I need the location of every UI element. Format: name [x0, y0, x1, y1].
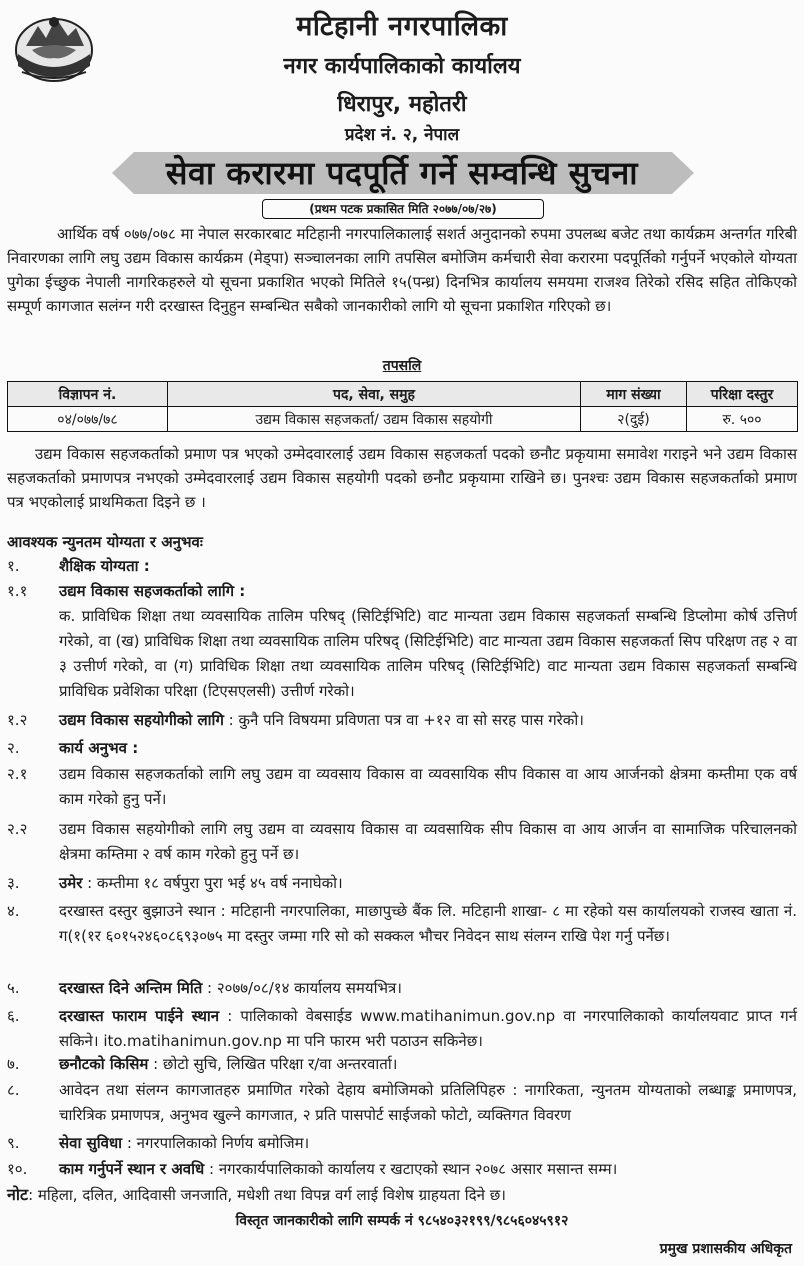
- selection-paragraph: उद्यम विकास सहजकर्ताको प्रमाण पत्र भएको उम्मेदवारलाई उद्यम विकास सहजकर्ता पदको छनौट प्रकृयामा समावेश गराइने भने उद्यम विकास सहजकर्ताको प्रमाणपत्र नभएको उम्मेदवारलाई उद्यम विकास सहयोगी पदको छनौट प्रकृयामा राखिने छ। पुनश्चः उद्यम विकास सहजकर्ताको प्रमाण पत्र भएकोलाई प्राथमिकता दिइने छ ।: [7, 445, 797, 511]
- table-header: परिक्षा दस्तुर: [687, 382, 798, 407]
- item-text: : कुनै पनि विषयमा प्रविणता पत्र वा +१२ वा सो सरह पास गरेको।: [223, 711, 584, 729]
- item-text: : नगरकार्यपालिकाको कार्यालय र खटाएको स्थान २०७८ असार मसान्त सम्म।: [204, 1160, 618, 1178]
- item-text: आवेदन तथा संलग्न कागजातहरु प्रमाणित गरेको देहाय बमोजिमको प्रतिलिपिहरु : नागरिकता, न्युनतम योग्यताको लब्धाङ्क प्रमाणपत्र, चारित्रिक प्रमाणपत्र, अनुभव खुल्ने कागजात, २ प्रति पासपोर्ट साईजको फोटो, व्यक्तिगत विवरण: [59, 1081, 797, 1124]
- item-number: ४.: [7, 902, 20, 920]
- item-text: : पालिकाको वेबसाईड www.matihanimun.gov.np वा नगरपालिकाको कार्यालयवाट प्राप्त गर्न सकिने। ito.matihanimun.gov.np मा पनि फारम भरी पठाउन सकिनेछ।: [59, 1007, 797, 1050]
- table-header: पद, सेवा, समुह: [168, 382, 581, 407]
- item-number: ९.: [7, 1134, 20, 1152]
- item-text: : छोटो सुचि, लिखित परिक्षा र/वा अन्तरवार्ता।: [148, 1055, 398, 1073]
- item-number: ६.: [7, 1007, 20, 1025]
- item-label: कार्य अनुभव :: [59, 739, 139, 757]
- item-label: सेवा सुविधा: [59, 1134, 123, 1152]
- vacancy-table: [7, 381, 798, 432]
- schedule-caption: तपसलि: [382, 358, 422, 374]
- section-title: आवश्यक न्युनतम योग्यता र अनुभवः: [7, 533, 203, 551]
- table-row: [8, 407, 798, 432]
- table-cell: उद्यम विकास सहजकर्ता/ उद्यम विकास सहयोगी: [168, 407, 581, 432]
- note: [7, 1183, 797, 1207]
- item-text: : कम्तीमा १८ वर्षपुरा पुरा भई ४५ वर्ष ननाघेको।: [82, 874, 343, 892]
- table-cell: रु. ५००: [687, 407, 798, 432]
- note-text: : महिला, दलित, आदिवासी जनजाति, मधेशी तथा विपन्न वर्ग लाई विशेष ग्राहयता दिने छ।: [28, 1186, 506, 1204]
- table-header-row: [8, 382, 798, 407]
- item-label: उमेर: [59, 874, 83, 892]
- item-number: १.: [7, 557, 20, 575]
- item-number: २.२: [7, 820, 28, 838]
- table-header: माग संख्या: [581, 382, 687, 407]
- item-number: ८.: [7, 1081, 20, 1099]
- item-label: शैक्षिक योग्यता :: [59, 557, 150, 575]
- item-label: काम गर्नुपर्ने स्थान र अवधि: [59, 1160, 205, 1178]
- notice-title: सेवा करारमा पदपूर्ति गर्ने सम्वन्धि सुचना: [165, 154, 639, 192]
- item-number: ५.: [7, 979, 20, 997]
- item-label: छनौटको किसिम: [59, 1055, 149, 1073]
- item-number: १.१: [7, 582, 28, 600]
- note-label: नोट: [7, 1185, 29, 1204]
- municipality-name: मटिहानी नगरपालिका: [296, 11, 508, 42]
- item-number: ७.: [7, 1055, 20, 1073]
- item-text: उद्यम विकास सहजकर्ताको लागि लघु उद्यम वा व्यवसाय विकास वा व्यवसायिक सीप विकास वा आय आर्जनको क्षेत्रमा कम्तीमा एक वर्ष काम गरेको हुनु पर्ने।: [59, 765, 797, 808]
- item-text: दरखास्त दस्तुर बुझाउने स्थान : मटिहानी नगरपालिका, माछापुच्छे बैंक लि. मटिहानी शाखा- ८ मा रहेको यस कार्यालयको राजस्व खाता नं. ग(१(१र ६०१५२४६०८६९३०७५ मा दस्तुर जम्मा गरि सो को सक्कल भौचर निवेदन साथ संलग्न राखि पेश गर्नु पर्नेछ।: [59, 902, 797, 945]
- item-number: १.२: [7, 711, 28, 729]
- office-address: धिरापुर, महोतरी: [337, 92, 467, 117]
- table-header: विज्ञापन नं.: [8, 382, 168, 407]
- item-label: दरखास्त फाराम पाईने स्थान: [59, 1007, 220, 1025]
- intro-paragraph: आर्थिक वर्ष ०७७/०७८ मा नेपाल सरकारबाट मटिहानी नगरपालिकालाई सशर्त अनुदानको रुपमा उपलब्ध बजेट तथा कार्यक्रम अन्तर्गत गरिबी निवारणका लागि लघु उद्यम विकास कार्यक्रम (मेड्पा) सञ्चालनका लागि तपसिल बमोजिम कर्मचारी सेवा करारमा पदपूर्तिको गर्नुपर्ने भएकोले योग्यता पुगेका ईच्छुक नेपाली नागरिकहरुले यो सूचना प्रकाशित भएको मितिले १५(पन्ध्र) दिनभित्र कार्यालय समयमा राजश्व तिरेको रसिद सहित तोकिएको सम्पूर्ण कागजात सलंग्न गरी दरखास्त दिनुहुन सम्बन्धित सबैको जानकारीको लागि यो सूचना प्रकाशित गरिएको छ।: [7, 225, 797, 315]
- table-cell: २(दुई): [581, 407, 687, 432]
- office-name: नगर कार्यपालिकाको कार्यालय: [283, 54, 521, 79]
- item-label: दरखास्त दिने अन्तिम मिति: [59, 979, 203, 997]
- item-number: २.: [7, 739, 20, 757]
- item-number: २.१: [7, 765, 28, 783]
- contact-numbers: विस्तृत जानकारीको लागि सम्पर्क नं ९८५४०३२१९९/९८५६०४५९१२: [235, 1213, 569, 1229]
- table-cell: ०४/०७७/७८: [8, 407, 168, 432]
- item-label: उद्यम विकास सहजकर्ताको लागि :: [59, 582, 246, 600]
- item-number: ३.: [7, 874, 20, 892]
- item-text: : नगरपालिकाको निर्णय बमोजिम।: [122, 1134, 310, 1152]
- item-text: उद्यम विकास सहयोगीको लागि लघु उद्यम वा व्यवसाय विकास वा व्यवसायिक सीप विकास वा आय आर्जन वा सामाजिक परिचालनको क्षेत्रमा कम्तिमा २ वर्ष काम गरेको हुनु पर्ने छ।: [59, 820, 797, 863]
- item-label: उद्यम विकास सहयोगीको लागि: [59, 711, 224, 729]
- item-text: क. प्राविधिक शिक्षा तथा व्यवसायिक तालिम परिषद् (सिटिईभिटि) वाट मान्यता उद्यम विकास सहजकर्ता सम्बन्धि डिप्लोमा कोर्ष उत्तिर्ण गरेको, वा (ख) प्राविधिक शिक्षा तथा व्यवसायिक तालिम परिषद् (सिटिईभिटि) वाट मान्यता उद्यम विकास सहजकर्ता सिप परिक्षण तह २ वा ३ उत्तीर्ण गरेको, वा (ग) प्राविधिक शिक्षा तथा व्यवसायिक तालिम परिषद् (सिटिईभिटि) वाट मान्यता उद्यम विकास सहजकर्ता सम्बन्धि प्राविधिक प्रवेशिका परिक्षा (टिएसएलसी) उत्तीर्ण गरेको।: [59, 607, 797, 700]
- signatory-title: प्रमुख प्रशासकीय अधिकृत: [659, 1241, 792, 1257]
- province-line: प्रदेश नं. २, नेपाल: [344, 125, 460, 145]
- item-number: १०.: [7, 1160, 28, 1178]
- item-text: : २०७७/०८/१४ कार्यालय समयभित्र।: [202, 979, 402, 997]
- published-date: (प्रथम पटक प्रकासित मिति २०७७/०७/२७): [262, 199, 544, 219]
